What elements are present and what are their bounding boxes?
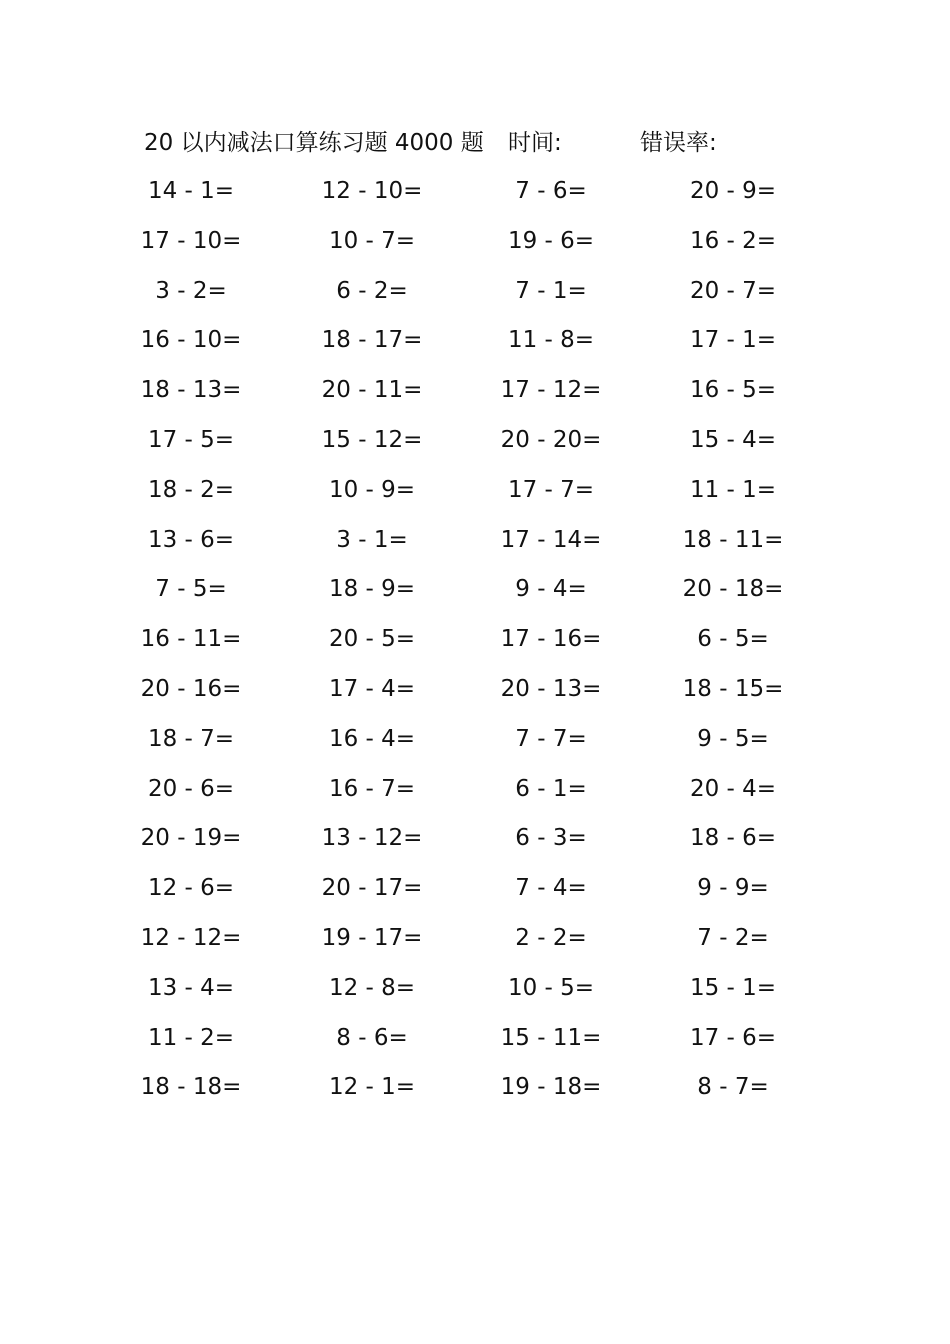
subtraction-problem: 12 - 12= [140,924,242,951]
subtraction-problem: 13 - 6= [147,526,235,553]
subtraction-problem: 12 - 6= [147,875,235,902]
problem-row [0,871,950,921]
subtraction-problem: 17 - 7= [507,476,595,503]
subtraction-problem: 16 - 4= [328,725,416,752]
problem-row [0,971,950,1021]
subtraction-problem: 11 - 2= [147,1024,235,1051]
problem-row [0,921,950,971]
subtraction-problem: 7 - 7= [515,725,587,752]
subtraction-problem: 17 - 1= [689,327,777,354]
problem-row [0,174,950,224]
subtraction-problem: 7 - 1= [515,277,587,304]
subtraction-problem: 10 - 9= [328,476,416,503]
problem-row [0,373,950,423]
subtraction-problem: 6 - 2= [336,277,408,304]
problem-row [0,722,950,772]
problem-grid [0,174,950,1120]
subtraction-problem: 18 - 17= [321,327,423,354]
subtraction-problem: 11 - 8= [507,327,595,354]
subtraction-problem: 9 - 9= [697,875,769,902]
worksheet-header [144,126,844,160]
problem-row [0,323,950,373]
subtraction-problem: 6 - 3= [515,825,587,852]
problem-row [0,1021,950,1071]
subtraction-problem: 16 - 7= [328,775,416,802]
problem-row [0,1070,950,1120]
subtraction-problem: 20 - 11= [321,377,423,404]
subtraction-problem: 20 - 13= [500,675,602,702]
subtraction-problem: 16 - 10= [140,327,242,354]
subtraction-problem: 16 - 11= [140,626,242,653]
problem-row [0,572,950,622]
subtraction-problem: 18 - 6= [689,825,777,852]
subtraction-problem: 18 - 9= [328,576,416,603]
subtraction-problem: 9 - 4= [515,576,587,603]
subtraction-problem: 10 - 7= [328,227,416,254]
subtraction-problem: 7 - 4= [515,875,587,902]
subtraction-problem: 17 - 5= [147,426,235,453]
subtraction-problem: 17 - 16= [500,626,602,653]
subtraction-problem: 12 - 1= [328,1074,416,1101]
subtraction-problem: 17 - 10= [140,227,242,254]
subtraction-problem: 19 - 18= [500,1074,602,1101]
subtraction-problem: 3 - 1= [336,526,408,553]
problem-row [0,622,950,672]
subtraction-problem: 16 - 2= [689,227,777,254]
subtraction-problem: 9 - 5= [697,725,769,752]
subtraction-problem: 18 - 18= [140,1074,242,1101]
subtraction-problem: 12 - 10= [321,178,423,204]
subtraction-problem: 20 - 4= [689,775,777,802]
problem-row [0,274,950,324]
subtraction-problem: 20 - 20= [500,426,602,453]
problem-row [0,523,950,573]
subtraction-problem: 3 - 2= [155,277,227,304]
subtraction-problem: 20 - 9= [689,178,777,204]
subtraction-problem: 17 - 14= [500,526,602,553]
subtraction-problem: 19 - 17= [321,924,423,951]
subtraction-problem: 15 - 4= [689,426,777,453]
subtraction-problem: 20 - 7= [689,277,777,304]
subtraction-problem: 6 - 1= [515,775,587,802]
subtraction-problem: 8 - 7= [697,1074,769,1101]
subtraction-problem: 20 - 6= [147,775,235,802]
subtraction-problem: 20 - 17= [321,875,423,902]
subtraction-problem: 20 - 5= [328,626,416,653]
subtraction-problem: 11 - 1= [689,476,777,503]
subtraction-problem: 19 - 6= [507,227,595,254]
subtraction-problem: 15 - 11= [500,1024,602,1051]
subtraction-problem: 2 - 2= [515,924,587,951]
subtraction-problem: 16 - 5= [689,377,777,404]
error-rate-label: 错误率: [640,130,717,156]
subtraction-problem: 13 - 12= [321,825,423,852]
problem-row [0,224,950,274]
subtraction-problem: 15 - 1= [689,974,777,1001]
subtraction-problem: 18 - 15= [682,675,784,702]
subtraction-problem: 7 - 5= [155,576,227,603]
problem-row [0,772,950,822]
subtraction-problem: 18 - 11= [682,526,784,553]
subtraction-problem: 10 - 5= [507,974,595,1001]
subtraction-problem: 20 - 19= [140,825,242,852]
subtraction-problem: 6 - 5= [697,626,769,653]
subtraction-problem: 8 - 6= [336,1024,408,1051]
problem-row [0,672,950,722]
subtraction-problem: 7 - 6= [515,178,587,204]
subtraction-problem: 20 - 18= [682,576,784,603]
subtraction-problem: 13 - 4= [147,974,235,1001]
subtraction-problem: 18 - 2= [147,476,235,503]
subtraction-problem: 18 - 13= [140,377,242,404]
problem-row [0,821,950,871]
subtraction-problem: 15 - 12= [321,426,423,453]
subtraction-problem: 14 - 1= [147,178,235,204]
subtraction-problem: 18 - 7= [147,725,235,752]
subtraction-problem: 17 - 4= [328,675,416,702]
problem-row [0,423,950,473]
subtraction-problem: 12 - 8= [328,974,416,1001]
subtraction-problem: 7 - 2= [697,924,769,951]
subtraction-problem: 17 - 12= [500,377,602,404]
problem-row [0,473,950,523]
time-label: 时间: [508,130,562,156]
subtraction-problem: 17 - 6= [689,1024,777,1051]
subtraction-problem: 20 - 16= [140,675,242,702]
worksheet-title: 20 以内减法口算练习题 4000 题 [144,130,484,156]
